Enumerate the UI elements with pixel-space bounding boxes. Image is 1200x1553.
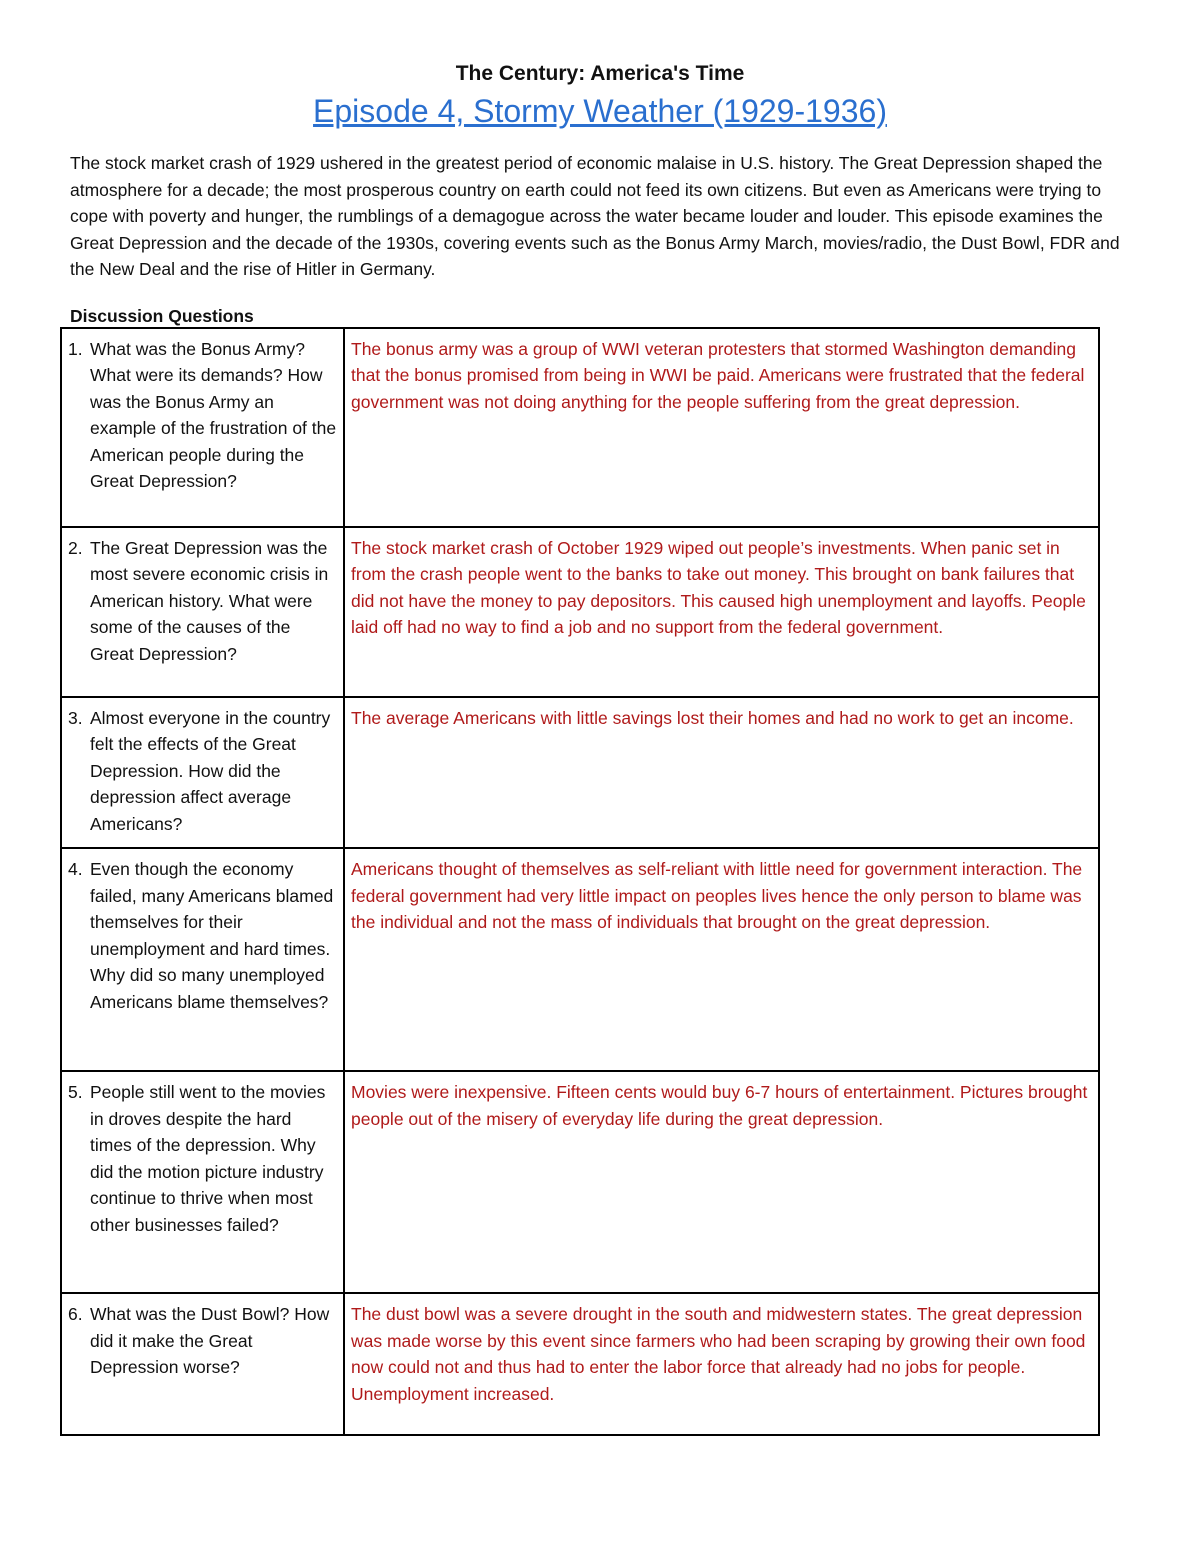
answer-cell: Movies were inexpensive. Fifteen cents would buy 6-7 hours of entertainment. Pictures brought people out of the misery of everyday life during the great depression. [344, 1071, 1099, 1293]
discussion-questions-heading: Discussion Questions [70, 305, 254, 326]
question-text: Almost everyone in the country felt the effects of the Great Depression. How did the depression affect average Americans? [90, 707, 331, 834]
question-number: 6. [68, 1304, 83, 1324]
question-number: 5. [68, 1082, 83, 1102]
question-number: 4. [68, 859, 83, 879]
answer-cell: Americans thought of themselves as self-reliant with little need for government interaction. The federal government had very little impact on peoples lives hence the only person to blame was the individual and not the mass of individuals that brought on the great depression. [344, 848, 1099, 1071]
discussion-table [60, 327, 1100, 1437]
question-text: The Great Depression was the most severe economic crisis in American history. What were some of the causes of the Great Depression? [90, 537, 329, 664]
question-cell [61, 848, 344, 1071]
table-row [61, 527, 1099, 697]
question-text: What was the Dust Bowl? How did it make the Great Depression worse? [90, 1304, 330, 1377]
table-row [61, 848, 1099, 1071]
question-cell [61, 697, 344, 849]
document-title: The Century: America's Time [455, 62, 745, 85]
answer-cell: The average Americans with little savings lost their homes and had no work to get an income. [344, 697, 1099, 849]
question-cell [61, 1071, 344, 1293]
table-row [61, 328, 1099, 527]
answer-cell: The bonus army was a group of WWI veteran protesters that stormed Washington demanding that the bonus promised from being in WWI be paid. Americans were frustrated that the federal government was not doing anything for the people suffering from the great depression. [344, 328, 1099, 527]
question-text: People still went to the movies in droves despite the hard times of the depression. Why did the motion picture industry continue to thrive when most other businesses failed? [90, 1082, 326, 1235]
question-cell [61, 328, 344, 527]
table-row [61, 1293, 1099, 1435]
answer-cell: The dust bowl was a severe drought in the south and midwestern states. The great depression was made worse by this event since farmers who had been scraping by growing their own food now could not and thus had to enter the labor force that already had no jobs for people. Unemployment increased. [344, 1293, 1099, 1435]
table-row [61, 697, 1099, 849]
answer-cell: The stock market crash of October 1929 wiped out people’s investments. When panic set in from the crash people went to the banks to take out money. This brought on bank failures that did not have the money to pay depositors. This caused high unemployment and layoffs. People laid off had no way to find a job and no support from the federal government. [344, 527, 1099, 697]
question-number: 3. [68, 707, 83, 728]
intro-paragraph: The stock market crash of 1929 ushered in the greatest period of economic malaise in U.S. history. The Great Depression shaped the atmosphere for a decade; the most prosperous country on earth could not feed its own citizens. But even as Americans were trying to cope with poverty and hunger, the rumblings of a demagogue across the water became louder and louder. This episode examines the Great Depression and the decade of the 1930s, covering events such as the Bonus Army March, movies/radio, the Dust Bowl, FDR and the New Deal and the rise of Hitler in Germany. [70, 153, 1120, 279]
document-page [60, 58, 1140, 1436]
question-text: What was the Bonus Army? What were its demands? How was the Bonus Army an example of the frustration of the American people during the Great Depression? [90, 338, 337, 491]
question-cell [61, 527, 344, 697]
question-cell [61, 1293, 344, 1435]
question-number: 1. [68, 338, 83, 359]
question-number: 2. [68, 537, 83, 558]
question-text: Even though the economy failed, many Americans blamed themselves for their unemployment and hard times. Why did so many unemployed Americans blame themselves? [90, 859, 334, 1012]
table-row [61, 1071, 1099, 1293]
episode-subtitle-link[interactable]: Episode 4, Stormy Weather (1929-1936) [313, 93, 887, 129]
